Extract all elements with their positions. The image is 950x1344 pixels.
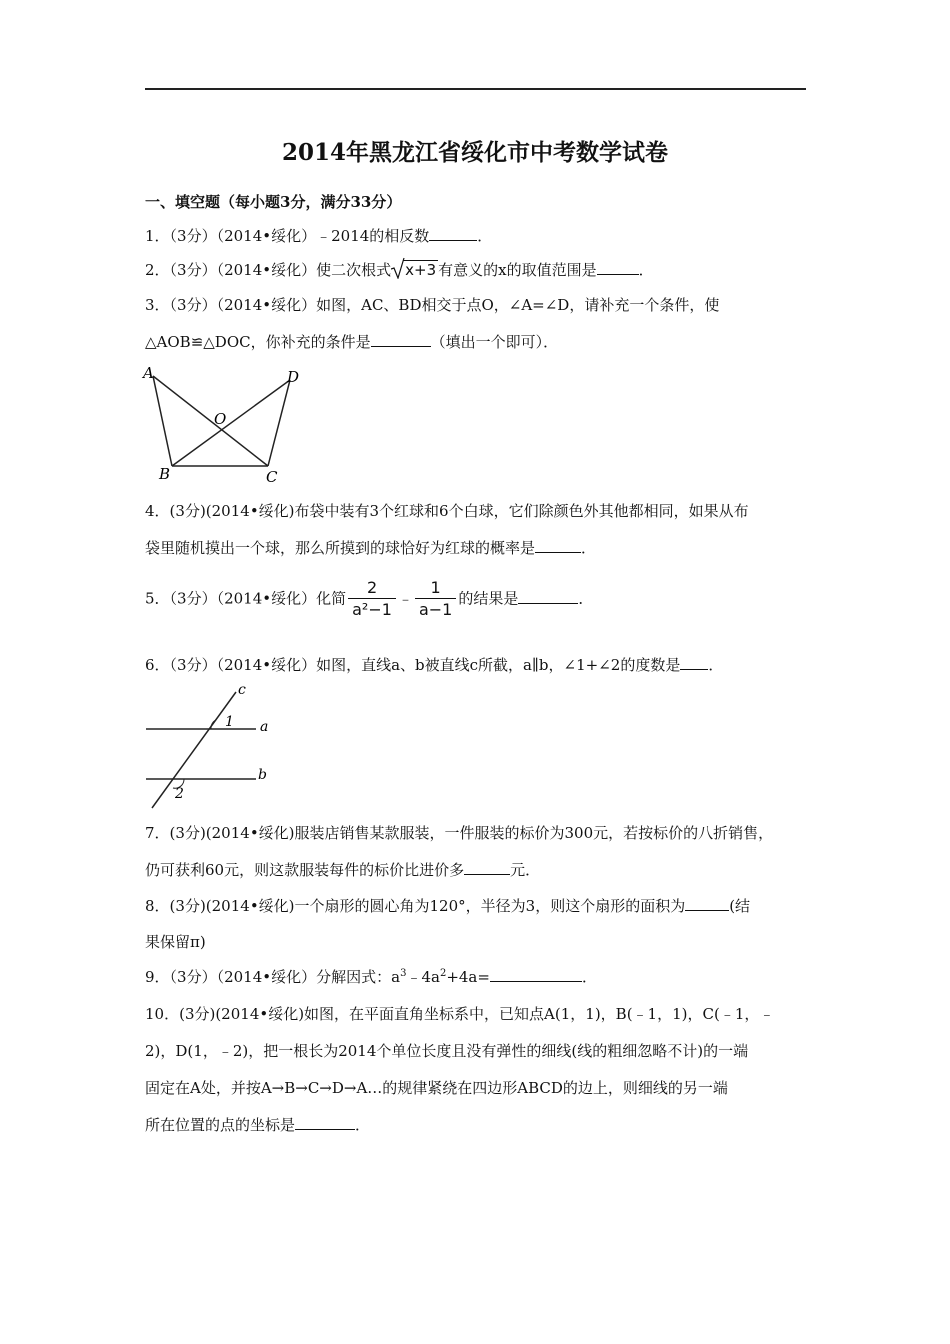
- answer-blank[interactable]: [535, 538, 581, 553]
- question-7-text: 仍可获利60元，则这款服装每件的标价比进价多: [145, 861, 465, 879]
- question-5-text: 5．（3分）（2014•绥化）化简: [145, 589, 347, 608]
- label-angle-1: 1: [225, 714, 234, 730]
- answer-blank[interactable]: [464, 860, 510, 875]
- label-point-c: C: [266, 468, 278, 486]
- question-9-term-2: +4a=: [446, 968, 490, 986]
- label-angle-2: 2: [175, 786, 184, 802]
- sqrt-expression: [391, 260, 438, 279]
- question-9: [145, 966, 597, 987]
- question-8-line-1: [145, 895, 750, 916]
- label-point-b: B: [159, 465, 171, 483]
- answer-blank[interactable]: [680, 655, 708, 670]
- question-2-text-2: 有意义的x的取值范围是: [438, 261, 597, 279]
- question-5-end: ．: [578, 589, 594, 608]
- question-3-text: △AOB≌△DOC，你补充的条件是: [145, 333, 371, 351]
- question-3-line-1: 3．（3分）（2014•绥化）如图，AC、BD相交于点O，∠A=∠D，请补充一个条件，使: [145, 296, 720, 314]
- question-2: [145, 259, 654, 280]
- question-6-end: ．: [708, 656, 724, 674]
- answer-blank[interactable]: [597, 260, 639, 275]
- question-9-end: ．: [581, 968, 597, 986]
- question-6: [145, 654, 723, 675]
- question-7-line-1: 7．(3分)(2014•绥化)服装店销售某款服装，一件服装的标价为300元，若按标价的八折销售，: [145, 824, 774, 842]
- answer-blank[interactable]: [429, 226, 477, 241]
- segment-bd: [172, 380, 290, 466]
- label-line-b: b: [258, 767, 267, 783]
- answer-blank[interactable]: [295, 1115, 355, 1130]
- question-10-line-3: 固定在A处，并按A→B→C→D→A…的规律紧绕在四边形ABCD的边上，则细线的另一端: [145, 1079, 728, 1097]
- fraction-1-numerator: 2: [348, 578, 396, 599]
- label-line-c: c: [238, 682, 246, 698]
- fraction-2-denominator: a−1: [418, 600, 453, 619]
- question-8-text: 8．(3分)(2014•绥化)一个扇形的圆心角为120°，半径为3，则这个扇形的面积为: [145, 897, 686, 915]
- question-8-line-2: 果保留π): [145, 933, 206, 951]
- page-title: 2014年黑龙江省绥化市中考数学试卷: [281, 139, 668, 166]
- label-line-a: a: [260, 719, 269, 735]
- question-1: [145, 225, 492, 246]
- question-5-text-2: 的结果是: [458, 589, 519, 608]
- figure-crossed-triangles: [140, 362, 310, 487]
- question-10-text: 所在位置的点的坐标是: [145, 1116, 296, 1134]
- figure-parallel-lines: [140, 680, 280, 810]
- question-9-text: 9．（3分）（2014•绥化）分解因式：a: [145, 968, 401, 986]
- segment-ac: [153, 376, 268, 466]
- answer-blank[interactable]: [518, 589, 578, 604]
- header-rule: [145, 88, 806, 90]
- label-point-o: O: [214, 410, 227, 428]
- section-heading: 一、填空题（每小题3分，满分33分）: [145, 193, 402, 211]
- question-10-line-1: 10．(3分)(2014•绥化)如图，在平面直角坐标系中，已知点A(1，1)，B(﹣1，1)，C(﹣1，﹣: [145, 1005, 775, 1023]
- line-c: [152, 692, 236, 808]
- question-7-line-2: [145, 859, 540, 880]
- fraction-2-numerator: 1: [415, 578, 456, 599]
- label-point-a: A: [143, 364, 154, 382]
- minus-sign: ﹣: [397, 589, 413, 608]
- question-3-end: （填出一个即可）．: [430, 333, 559, 351]
- fraction-1-denominator: a²−1: [352, 600, 392, 619]
- radicand: x+3: [405, 261, 437, 279]
- label-point-d: D: [287, 368, 300, 386]
- answer-blank[interactable]: [371, 332, 431, 347]
- question-6-text: 6．（3分）（2014•绥化）如图，直线a、b被直线c所截，a∥b，∠1+∠2的度数是: [145, 656, 681, 674]
- answer-blank[interactable]: [685, 896, 729, 911]
- question-4-line-1: 4．(3分)(2014•绥化)布袋中装有3个红球和6个白球，它们除颜色外其他都相同，如果从布: [145, 502, 749, 520]
- question-2-text: 2．（3分）（2014•绥化）使二次根式: [145, 261, 392, 279]
- question-4-line-2: [145, 537, 596, 558]
- question-10-end: ．: [355, 1116, 371, 1134]
- fraction-1: [348, 578, 396, 621]
- question-4-end: ．: [581, 539, 597, 557]
- question-10-line-4: [145, 1114, 370, 1135]
- question-3-line-2: [145, 331, 558, 352]
- fraction-2: [415, 578, 456, 621]
- question-1-text: 1．（3分）（2014•绥化）﹣2014的相反数: [145, 227, 430, 245]
- answer-blank[interactable]: [490, 967, 582, 982]
- question-4-text: 袋里随机摸出一个球，那么所摸到的球恰好为红球的概率是: [145, 539, 536, 557]
- question-2-end: ．: [638, 261, 654, 279]
- question-9-term: ﹣4a: [406, 968, 440, 986]
- exponent-2: 2: [439, 968, 447, 979]
- question-7-end: 元．: [510, 861, 541, 879]
- question-5: [145, 578, 593, 621]
- question-10-line-2: 2)，D(1，﹣2)，把一根长为2014个单位长度且没有弹性的细线(线的粗细忽略不计)的一端: [145, 1042, 749, 1060]
- exponent-3: 3: [400, 968, 407, 979]
- question-1-end: ．: [477, 227, 493, 245]
- question-8-text-2: (结: [729, 897, 751, 915]
